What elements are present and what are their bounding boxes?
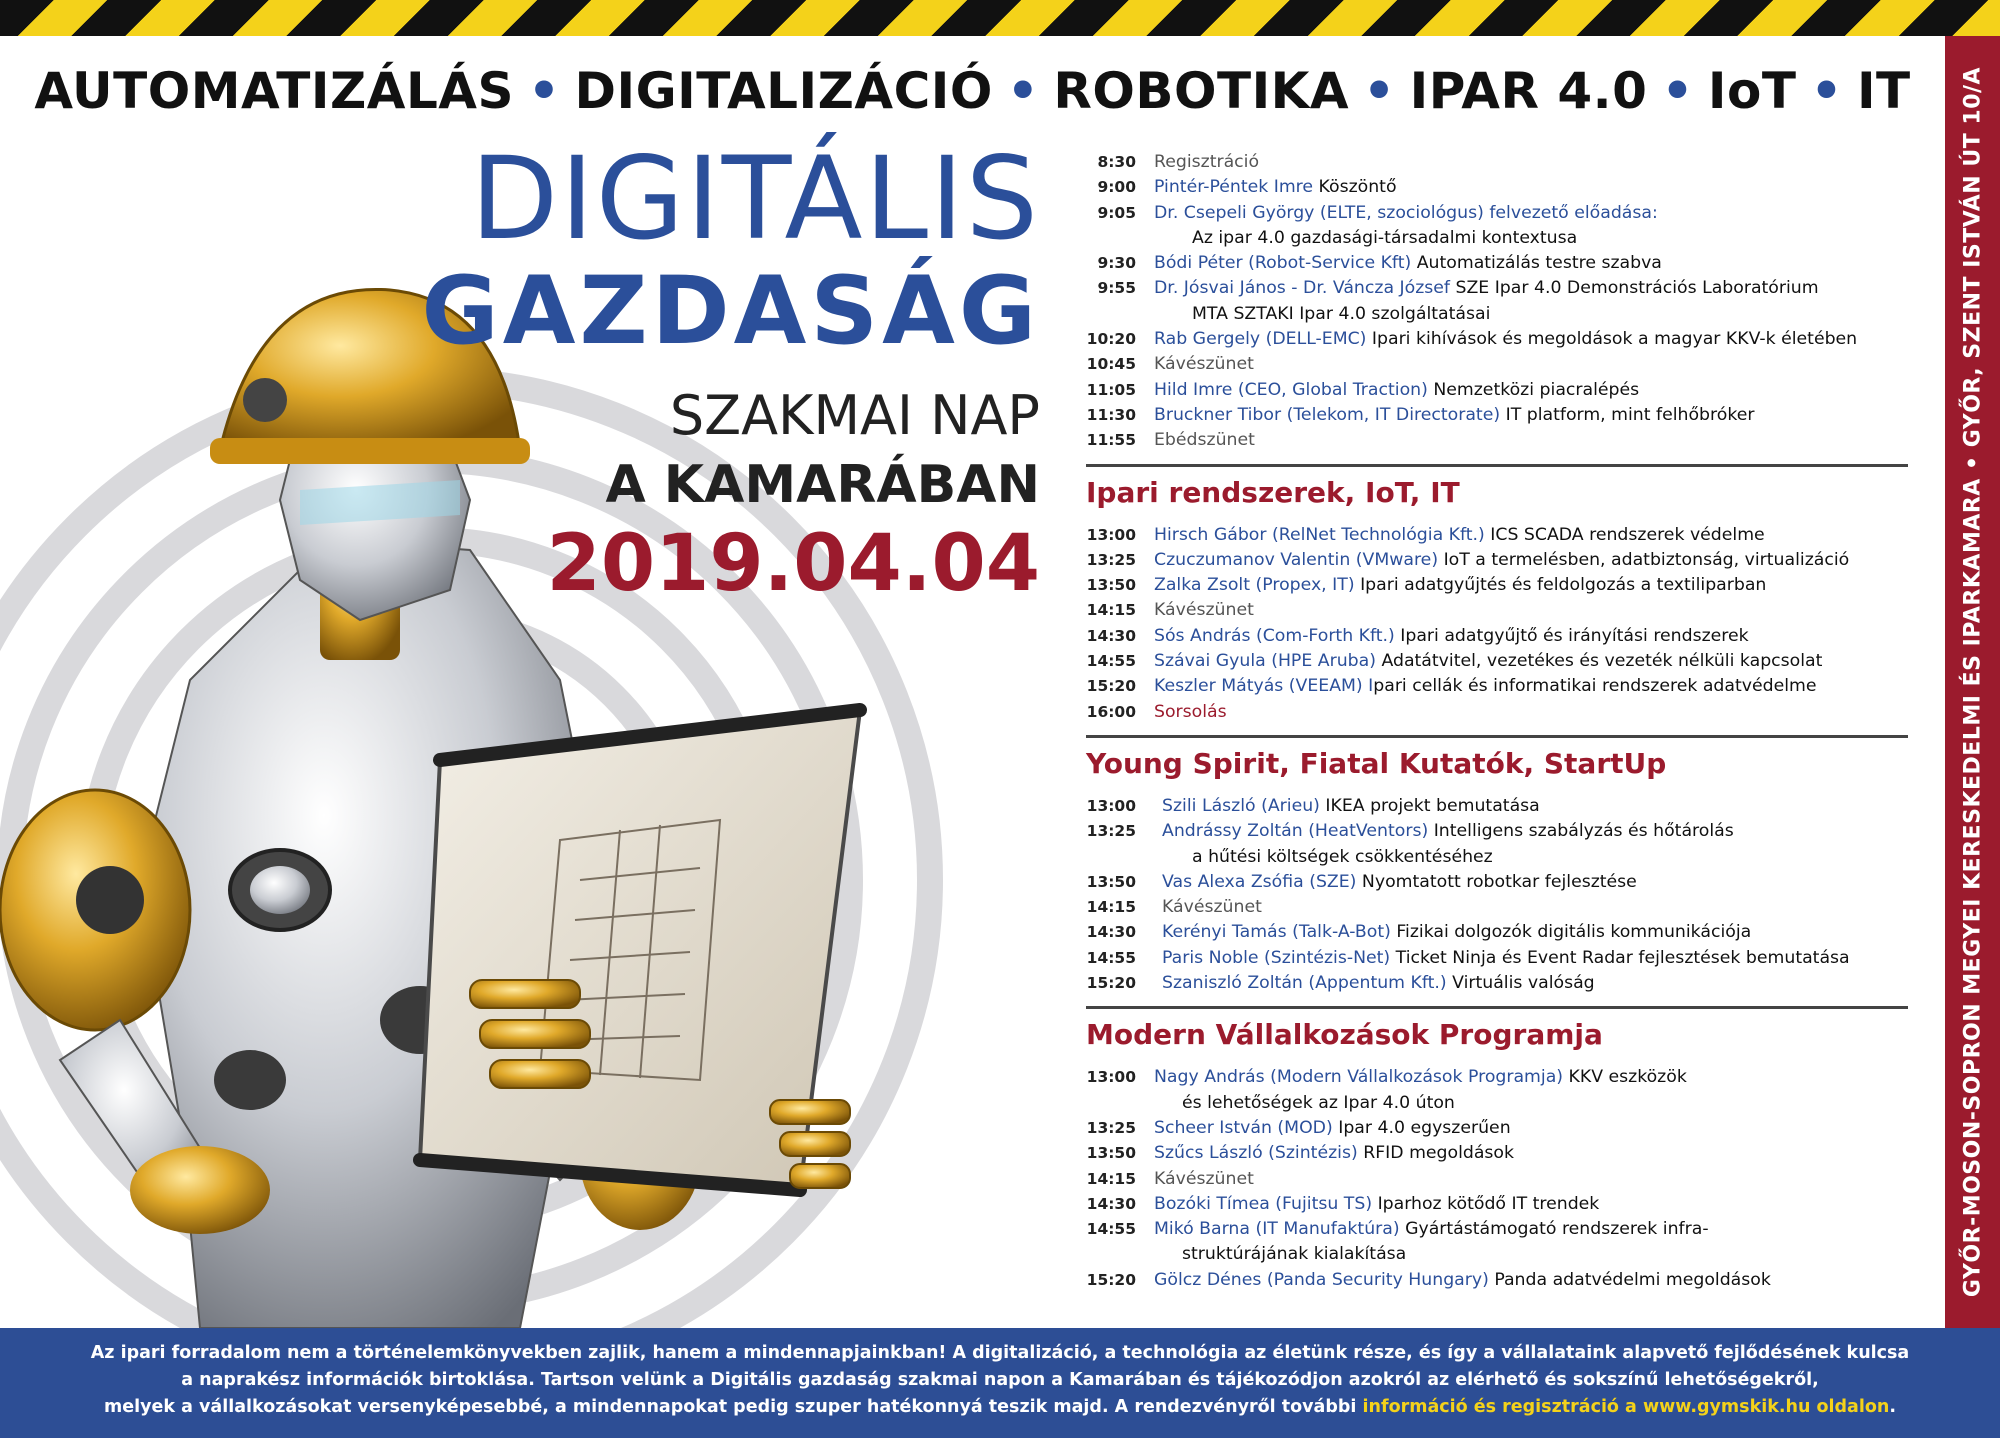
- row-topic: Iparhoz kötődő IT trendek: [1377, 1193, 1600, 1214]
- row-topic: struktúrájának kialakítása: [1182, 1244, 1407, 1265]
- row-speaker: Mikó Barna (IT Manufaktúra): [1154, 1219, 1400, 1240]
- row-plain: Regisztráció: [1154, 152, 1260, 172]
- row-plain: Kávészünet: [1154, 600, 1254, 621]
- schedule-row-continued: [1086, 226, 1936, 251]
- footer-banner: [0, 1328, 2000, 1438]
- footer-text-end: .: [1889, 1397, 1896, 1417]
- schedule-row: [1086, 276, 1936, 301]
- row-topic: Nemzetközi piacralépés: [1433, 379, 1640, 400]
- row-time: 8:30: [1097, 153, 1136, 171]
- schedule-row: [1086, 573, 1936, 598]
- row-time: 13:50: [1086, 576, 1136, 595]
- keyword: ROBOTIKA: [1053, 62, 1350, 120]
- row-topic: KKV eszközök: [1568, 1067, 1687, 1088]
- title-digitalis: DIGITÁLIS: [470, 132, 1040, 265]
- row-time: 11:55: [1086, 431, 1136, 450]
- schedule-row-continued: [1086, 845, 1936, 870]
- row-speaker: Dr. Csepeli György (ELTE, szociológus) felvezető előadása:: [1154, 202, 1658, 223]
- schedule-row-continued: [1086, 302, 1936, 327]
- row-topic: pari cellák és informatikai rendszerek adatvédelme: [1373, 676, 1817, 697]
- schedule-row: [1086, 201, 1936, 226]
- footer-line: a naprakész információk birtoklása. Tartson velünk a Digitális gazdaság szakmai napon a Kamarában és tájékozódjon azokról az elérhető és sokszínű lehetőségekről,: [181, 1370, 1819, 1390]
- row-time: 13:50: [1086, 872, 1136, 891]
- row-plain: Kávészünet: [1162, 897, 1262, 918]
- section-divider: [1086, 735, 1908, 738]
- schedule-row: [1086, 700, 1936, 725]
- row-topic: SZE Ipar 4.0 Demonstrációs Laboratórium: [1455, 278, 1819, 299]
- row-plain: Kávészünet: [1154, 1168, 1254, 1189]
- row-speaker: Szaniszló Zoltán (Appentum Kft.): [1162, 973, 1447, 994]
- row-topic: Ticket Ninja és Event Radar fejlesztések bemutatása: [1395, 947, 1850, 968]
- row-time: 10:20: [1086, 330, 1136, 349]
- row-time: 16:00: [1086, 702, 1136, 721]
- hazard-stripe: [0, 0, 2000, 36]
- row-time: 13:00: [1086, 1068, 1136, 1087]
- schedule-row: [1086, 598, 1936, 623]
- row-topic: ICS SCADA rendszerek védelme: [1490, 524, 1765, 545]
- row-time: 9:00: [1097, 178, 1136, 197]
- schedule-row: [1086, 794, 1936, 819]
- row-topic: Ipar 4.0 egyszerűen: [1338, 1117, 1511, 1138]
- title-a-kamaraban: A KAMARÁBAN: [605, 455, 1040, 515]
- row-time: 14:30: [1086, 626, 1136, 645]
- row-speaker: Keszler Mátyás (VEEAM) I: [1154, 676, 1374, 697]
- row-speaker: Scheer István (MOD): [1154, 1117, 1333, 1138]
- row-plain: Ebédszünet: [1154, 430, 1255, 451]
- row-topic: Fizikai dolgozók digitális kommunikációja: [1396, 922, 1752, 943]
- schedule-row: [1086, 523, 1936, 548]
- row-topic: Ipari adatgyűjtő és irányítási rendszerek: [1400, 625, 1749, 646]
- footer-line: [0, 1394, 2000, 1421]
- section-title: Ipari rendszerek, IoT, IT: [1086, 475, 1460, 509]
- schedule-row: [1086, 327, 1936, 352]
- program-schedule: [1086, 150, 1936, 1293]
- schedule-row: [1086, 1141, 1936, 1166]
- separator-dot: •: [1363, 62, 1396, 120]
- row-topic: MTA SZTAKI Ipar 4.0 szolgáltatásai: [1192, 303, 1491, 324]
- chamber-side-banner: [1945, 36, 2000, 1328]
- row-time: 15:20: [1086, 974, 1136, 993]
- row-topic: Intelligens szabályzás és hőtárolás: [1433, 821, 1734, 842]
- schedule-row-continued: [1086, 1091, 1936, 1116]
- separator-dot: •: [1661, 62, 1694, 120]
- row-speaker: Dr. Jósvai János - Dr. Váncza József: [1154, 278, 1450, 299]
- footer-text: melyek a vállalkozásokat versenyképesebbé, a mindennapokat pedig szuper hatékonnyá teszik majd. A rendezvényről további: [104, 1397, 1357, 1417]
- row-time: 9:05: [1097, 203, 1136, 222]
- schedule-row: [1086, 352, 1936, 377]
- row-topic: Virtuális valóság: [1452, 973, 1595, 994]
- row-time: 9:55: [1097, 279, 1136, 298]
- schedule-row: [1086, 920, 1936, 945]
- row-time: 10:45: [1086, 355, 1136, 374]
- row-speaker: Pintér-Péntek Imre: [1154, 177, 1314, 198]
- row-speaker: Bruckner Tibor (Telekom, IT Directorate): [1154, 404, 1501, 425]
- schedule-section-industrial: [1086, 473, 1936, 725]
- section-divider: [1086, 464, 1908, 467]
- schedule-row: [1086, 150, 1936, 175]
- schedule-morning: [1086, 150, 1936, 454]
- row-raffle: Sorsolás: [1154, 701, 1227, 722]
- row-speaker: Sós András (Com-Forth Kft.): [1154, 625, 1395, 646]
- schedule-row: [1086, 895, 1936, 920]
- row-time: 15:20: [1086, 677, 1136, 696]
- row-topic: Gyártástámogató rendszerek infra-: [1405, 1219, 1709, 1240]
- row-time: 13:00: [1086, 525, 1136, 544]
- row-speaker: Szűcs László (Szintézis): [1154, 1143, 1358, 1164]
- row-time: 13:25: [1086, 1118, 1136, 1137]
- keyword-heading: [0, 62, 1945, 120]
- schedule-row: [1086, 428, 1936, 453]
- row-speaker: Szávai Gyula (HPE Aruba): [1154, 651, 1376, 672]
- row-time: 9:30: [1097, 254, 1136, 273]
- chamber-address: GYŐR-MOSON-SOPRON MEGYEI KERESKEDELMI ÉS IPARKAMARA • GYŐR, SZENT ISTVÁN ÚT 10/A: [1960, 66, 1985, 1298]
- schedule-row: [1086, 251, 1936, 276]
- row-speaker: Hild Imre (CEO, Global Traction): [1154, 379, 1428, 400]
- row-topic: IKEA projekt bemutatása: [1325, 795, 1540, 816]
- schedule-row: [1086, 870, 1936, 895]
- row-topic: a hűtési költségek csökkentéséhez: [1192, 846, 1493, 867]
- row-topic: IoT a termelésben, adatbiztonság, virtualizáció: [1443, 549, 1850, 570]
- row-topic: Automatizálás testre szabva: [1416, 253, 1662, 274]
- schedule-row: [1086, 175, 1936, 200]
- row-time: 14:30: [1086, 923, 1136, 942]
- row-time: 14:55: [1086, 652, 1136, 671]
- row-speaker: Bozóki Tímea (Fujitsu TS): [1154, 1193, 1373, 1214]
- row-speaker: Zalka Zsolt (Propex, IT): [1154, 575, 1355, 596]
- section-title: Young Spirit, Fiatal Kutatók, StartUp: [1086, 746, 1667, 780]
- schedule-row: [1086, 819, 1936, 844]
- row-speaker: Andrássy Zoltán (HeatVentors): [1162, 821, 1429, 842]
- row-topic: Köszöntő: [1318, 177, 1397, 198]
- schedule-row: [1086, 1065, 1936, 1090]
- schedule-row: [1086, 1116, 1936, 1141]
- row-topic: Nyomtatott robotkar fejlesztése: [1361, 871, 1637, 892]
- row-topic: Az ipar 4.0 gazdasági-társadalmi kontextusa: [1192, 227, 1578, 248]
- row-topic: és lehetőségek az Ipar 4.0 úton: [1182, 1092, 1455, 1113]
- row-time: 13:50: [1086, 1144, 1136, 1163]
- schedule-section-startup: [1086, 744, 1936, 996]
- schedule-row-continued: [1086, 1242, 1936, 1267]
- row-speaker: Bódi Péter (Robot-Service Kft): [1154, 253, 1412, 274]
- row-speaker: Kerényi Tamás (Talk-A-Bot): [1162, 922, 1391, 943]
- schedule-row: [1086, 946, 1936, 971]
- row-topic: RFID megoldások: [1363, 1143, 1515, 1164]
- row-topic: Panda adatvédelmi megoldások: [1494, 1269, 1771, 1290]
- separator-dot: •: [1810, 62, 1843, 120]
- schedule-row: [1086, 649, 1936, 674]
- schedule-row: [1086, 378, 1936, 403]
- row-time: 14:55: [1086, 948, 1136, 967]
- keyword: AUTOMATIZÁLÁS: [34, 62, 515, 120]
- row-topic: Ipari kihívások és megoldások a magyar KKV-k életében: [1371, 329, 1858, 350]
- footer-line: Az ipari forradalom nem a történelemkönyvekben zajlik, hanem a mindennapjainkban! A digitalizáció, a technológia az életünk része, és így a vállalataink alapvető fejlődésének kulcsa: [90, 1343, 1910, 1363]
- schedule-row: [1086, 1217, 1936, 1242]
- keyword: IPAR 4.0: [1409, 62, 1648, 120]
- row-time: 14:15: [1086, 898, 1136, 917]
- schedule-row: [1086, 1268, 1936, 1293]
- row-speaker: Gölcz Dénes (Panda Security Hungary): [1154, 1269, 1489, 1290]
- row-time: 11:05: [1086, 380, 1136, 399]
- event-date: 2019.04.04: [546, 519, 1040, 609]
- row-time: 14:30: [1086, 1194, 1136, 1213]
- separator-dot: •: [1006, 62, 1040, 120]
- row-speaker: Paris Noble (Szintézis-Net): [1162, 947, 1391, 968]
- row-speaker: Hirsch Gábor (RelNet Technológia Kft.): [1154, 524, 1485, 545]
- schedule-row: [1086, 971, 1936, 996]
- schedule-row: [1086, 1192, 1936, 1217]
- keyword: IoT: [1707, 62, 1797, 120]
- row-time: 14:55: [1086, 1220, 1136, 1239]
- row-time: 14:15: [1086, 1169, 1136, 1188]
- row-speaker: Szili László (Arieu): [1162, 795, 1320, 816]
- row-time: 15:20: [1086, 1270, 1136, 1289]
- row-plain: Kávészünet: [1154, 354, 1254, 375]
- section-title: Modern Vállalkozások Programja: [1086, 1018, 1603, 1052]
- row-topic: Adatátvitel, vezetékes és vezeték nélküli kapcsolat: [1381, 651, 1823, 672]
- row-time: 13:00: [1086, 796, 1136, 815]
- event-title-block: [400, 132, 1040, 610]
- keyword: IT: [1856, 62, 1911, 120]
- row-time: 14:15: [1086, 601, 1136, 620]
- row-topic: Ipari adatgyűjtés és feldolgozás a textiliparban: [1360, 575, 1767, 596]
- registration-link[interactable]: információ és regisztráció a www.gymskik.hu oldalon: [1362, 1397, 1890, 1417]
- schedule-row: [1086, 403, 1936, 428]
- row-topic: IT platform, mint felhőbróker: [1505, 404, 1755, 425]
- row-time: 13:25: [1086, 550, 1136, 569]
- schedule-row: [1086, 1167, 1936, 1192]
- row-speaker: Czuczumanov Valentin (VMware): [1154, 549, 1439, 570]
- row-speaker: Nagy András (Modern Vállalkozások Programja): [1154, 1067, 1564, 1088]
- schedule-row: [1086, 548, 1936, 573]
- row-time: 13:25: [1086, 822, 1136, 841]
- schedule-row: [1086, 674, 1936, 699]
- schedule-section-modern-business: [1086, 1015, 1936, 1293]
- row-time: 11:30: [1086, 405, 1136, 424]
- section-divider: [1086, 1006, 1908, 1009]
- title-gazdasag: GAZDASÁG: [421, 257, 1040, 366]
- separator-dot: •: [528, 62, 561, 120]
- row-speaker: Vas Alexa Zsófia (SZE): [1162, 871, 1357, 892]
- keyword: DIGITALIZÁCIÓ: [574, 62, 993, 120]
- schedule-row: [1086, 624, 1936, 649]
- title-szakmai-nap: SZAKMAI NAP: [669, 384, 1040, 447]
- row-speaker: Rab Gergely (DELL-EMC): [1154, 329, 1367, 350]
